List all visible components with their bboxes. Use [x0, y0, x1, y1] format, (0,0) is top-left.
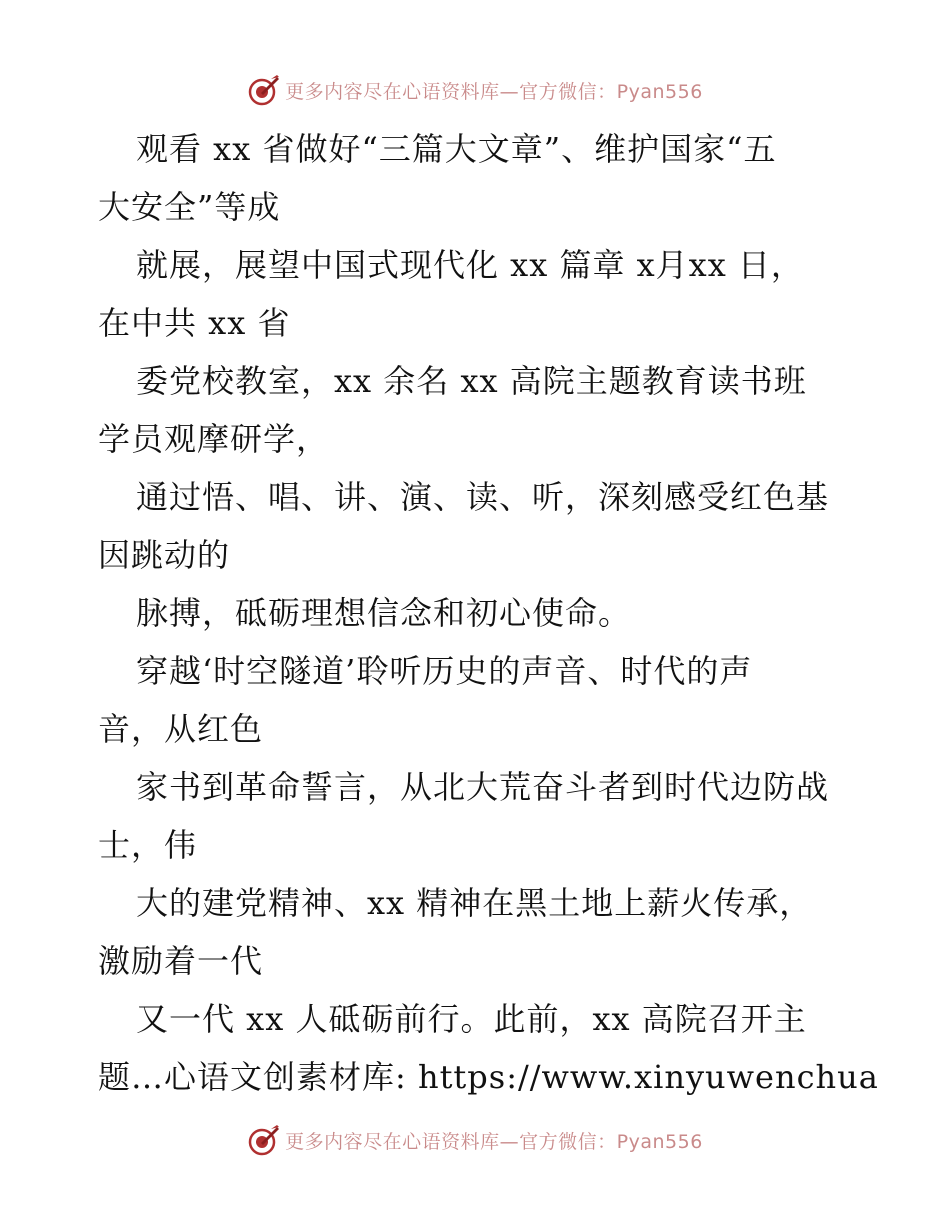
- body-line: 大的建党精神、xx 精神在黑土地上薪火传承，: [136, 884, 813, 922]
- body-line: 音，从红色: [98, 710, 264, 748]
- quill-logo-icon: [247, 1123, 281, 1157]
- footer-watermark-text: 更多内容尽在心语资料库—官方微信：Pyan556: [285, 1130, 703, 1153]
- body-line: 大安全”等成: [98, 188, 281, 226]
- body-line: 学员观摩研学，: [98, 420, 330, 458]
- header-watermark-text: 更多内容尽在心语资料库—官方微信：Pyan556: [285, 80, 703, 103]
- body-line-source-link: 题…心语文创素材库: https://www.xinyuwenchua: [98, 1058, 879, 1096]
- body-line: 委党校教室，xx 余名 xx 高院主题教育读书班: [136, 362, 807, 400]
- body-line: 观看 xx 省做好“三篇大文章”、维护国家“五: [136, 130, 777, 168]
- body-line: 士，伟: [98, 826, 198, 864]
- body-line: 通过悟、唱、讲、演、读、听，深刻感受红色基: [136, 478, 830, 516]
- body-line: 又一代 xx 人砥砺前行。此前，xx 高院召开主: [136, 1000, 807, 1038]
- quill-logo-icon: [247, 73, 281, 107]
- footer-watermark-banner: [0, 1120, 950, 1160]
- body-line: 穿越‘时空隧道’聆听历史的声音、时代的声: [136, 652, 753, 690]
- body-line: 激励着一代: [98, 942, 264, 980]
- body-line: 脉搏，砥砺理想信念和初心使命。: [136, 594, 632, 632]
- body-line: 因跳动的: [98, 536, 231, 574]
- body-line: 在中共 xx 省: [98, 304, 291, 342]
- body-line: 家书到革命誓言，从北大荒奋斗者到时代边防战: [136, 768, 830, 806]
- header-watermark-banner: [0, 70, 950, 110]
- body-line: 就展，展望中国式现代化 xx 篇章 x月xx 日，: [136, 246, 804, 284]
